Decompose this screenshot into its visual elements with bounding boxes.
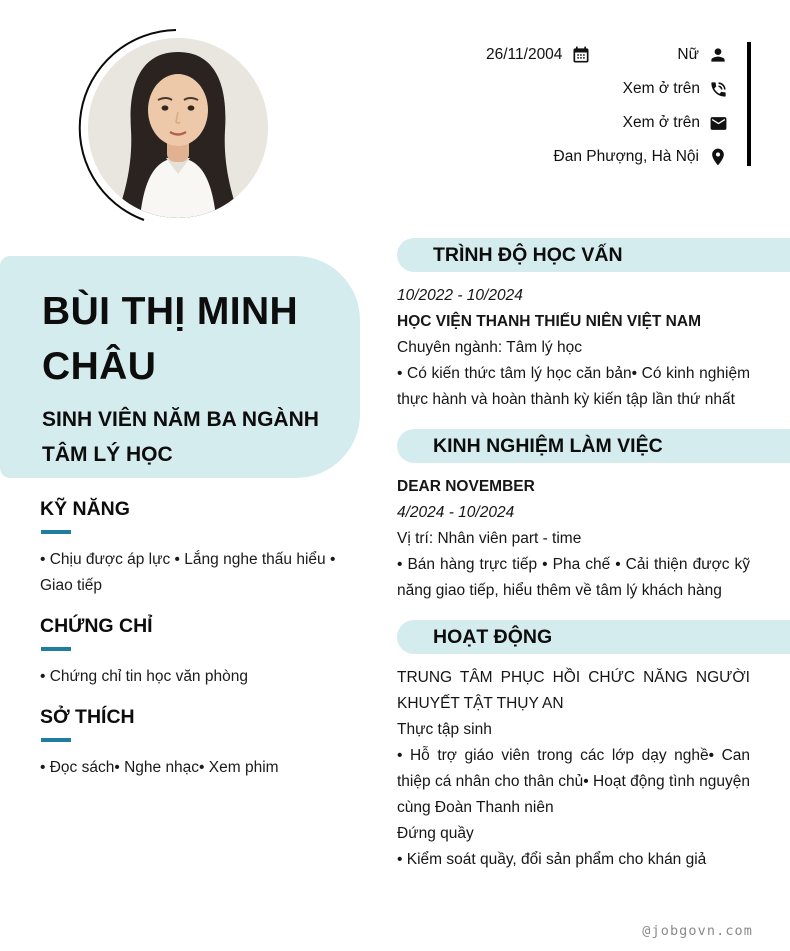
contact-row-phone [486,72,728,106]
address-value: Đan Phượng, Hà Nội [553,148,699,165]
experience-details: • Bán hàng trực tiếp • Pha chế • Cải thiện được kỹ năng giao tiếp, hiểu thêm về tâm lý khách hàng [397,556,750,599]
education-header-bar [397,238,790,272]
section-skills [40,498,362,599]
phone-icon [709,80,728,99]
activities-heading: HOẠT ĐỘNG [433,625,553,648]
experience-period: 4/2024 - 10/2024 [397,504,515,521]
contact-address [554,147,728,167]
contact-divider [747,42,751,166]
section-experience [397,429,790,604]
hobbies-heading: SỞ THÍCH [40,706,135,728]
skills-text: • Chịu được áp lực • Lắng nghe thấu hiểu • Giao tiếp [40,551,336,594]
contact-gender [677,45,728,65]
education-major: Chuyên ngành: Tâm lý học [397,339,582,356]
experience-header-bar [397,429,790,463]
contact-row-address [486,140,728,174]
activities-role2: Đứng quầy [397,825,474,842]
contact-phone [623,80,728,99]
location-icon [708,147,728,167]
activities-details: • Hỗ trợ giáo viên trong các lớp dạy nghề• Can thiệp cá nhân cho thân chủ• Hoạt động tình nguyện cùng Đoàn Thanh niên [397,747,750,816]
activities-header-bar [397,620,790,654]
experience-company: DEAR NOVEMBER [397,478,535,495]
section-education [397,238,790,413]
section-hobbies [40,706,362,781]
education-content [397,283,750,413]
certificates-heading: CHỨNG CHỈ [40,615,153,637]
education-school: HỌC VIỆN THANH THIẾU NIÊN VIỆT NAM [397,313,701,330]
left-column [40,498,362,781]
education-heading: TRÌNH ĐỘ HỌC VẤN [433,243,623,266]
certificates-heading-underline [41,647,71,651]
education-details: • Có kiến thức tâm lý học căn bản• Có kinh nghiệm thực hành và hoàn thành kỳ kiến tập lần thứ nhất [397,365,750,408]
gender-value: Nữ [677,46,699,63]
portrait-illustration [88,38,268,218]
contact-email [623,114,728,133]
activities-details2: • Kiểm soát quầy, đổi sản phẩm cho khán giả [397,851,707,868]
person-icon [708,45,728,65]
skills-heading-underline [41,530,71,534]
section-certificates [40,615,362,690]
mail-icon [709,114,728,133]
contact-info [486,38,728,174]
hobbies-heading-underline [41,738,71,742]
profile-photo [88,38,268,218]
email-value: Xem ở trên [622,114,700,131]
experience-heading: KINH NGHIỆM LÀM VIỆC [433,434,663,457]
skills-heading: KỸ NĂNG [40,498,130,520]
hobbies-text: • Đọc sách• Nghe nhạc• Xem phim [40,759,279,776]
experience-position: Vị trí: Nhân viên part - time [397,530,582,547]
candidate-name: BÙI THỊ MINH CHÂU [42,290,299,388]
activities-org: TRUNG TÂM PHỤC HỒI CHỨC NĂNG NGƯỜI KHUYẾT TẬT THỤY AN [397,669,750,712]
dob-value: 26/11/2004 [486,46,563,63]
contact-row-dob-gender [486,38,728,72]
experience-content [397,474,750,604]
phone-value: Xem ở trên [622,80,700,97]
activities-content [397,665,750,873]
certificates-text: • Chứng chỉ tin học văn phòng [40,668,248,685]
name-card [0,256,360,478]
education-period: 10/2022 - 10/2024 [397,287,523,304]
contact-dob [486,45,591,65]
calendar-icon [571,45,591,65]
watermark: @jobgovn.com [642,923,753,939]
section-activities [397,620,790,873]
candidate-title: SINH VIÊN NĂM BA NGÀNH TÂM LÝ HỌC [42,408,319,466]
contact-row-email [486,106,728,140]
activities-role: Thực tập sinh [397,721,492,738]
